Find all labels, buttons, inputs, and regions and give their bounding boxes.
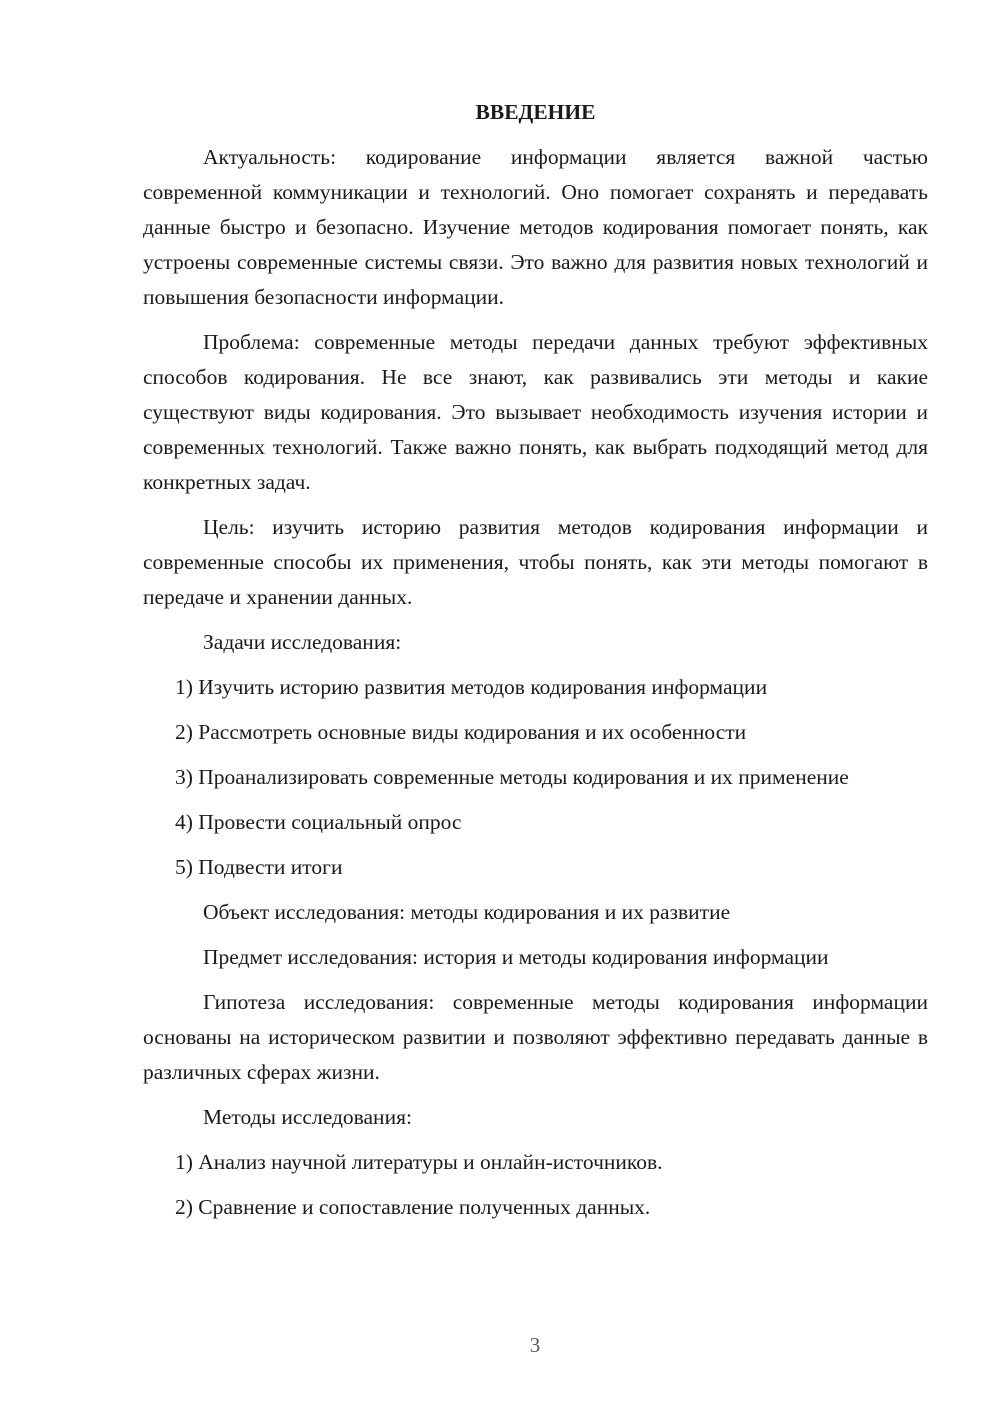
methods-heading: Методы исследования:: [203, 1105, 412, 1129]
method-item: 2) Сравнение и сопоставление полученных данных.: [175, 1195, 651, 1219]
tasks-heading: Задачи исследования:: [203, 630, 402, 654]
method-item: 1) Анализ научной литературы и онлайн-источников.: [175, 1150, 663, 1174]
hypothesis-paragraph: Гипотеза исследования: современные методы кодирования информации основаны на историческом развитии и позволяют эффективно передавать данные в различных сферах жизни.: [143, 990, 928, 1084]
section-title: ВВЕДЕНИЕ: [475, 100, 596, 124]
relevance-paragraph: Актуальность: кодирование информации является важной частью современной коммуникации и технологий. Оно помогает сохранять и передавать данные быстро и безопасно. Изучение методов кодирования помогает понять, как устроены современные системы связи. Это важно для развития новых технологий и повышения безопасности информации.: [143, 145, 928, 309]
task-item: 2) Рассмотреть основные виды кодирования и их особенности: [175, 720, 747, 744]
subject-paragraph: Предмет исследования: история и методы кодирования информации: [203, 945, 829, 969]
task-item: 1) Изучить историю развития методов кодирования информации: [175, 675, 768, 699]
page-content: [143, 95, 928, 1235]
page-number: 3: [529, 1333, 541, 1357]
object-paragraph: Объект исследования: методы кодирования и их развитие: [203, 900, 731, 924]
task-item: 3) Проанализировать современные методы кодирования и их применение: [175, 765, 849, 789]
task-item: 5) Подвести итоги: [175, 855, 343, 879]
task-item: 4) Провести социальный опрос: [175, 810, 462, 834]
problem-paragraph: Проблема: современные методы передачи данных требуют эффективных способов кодирования. Не все знают, как развивались эти методы и какие существуют виды кодирования. Это вызывает необходимость изучения истории и современных технологий. Также важно понять, как выбрать подходящий метод для конкретных задач.: [143, 330, 928, 494]
goal-paragraph: Цель: изучить историю развития методов кодирования информации и современные способы их применения, чтобы понять, как эти методы помогают в передаче и хранении данных.: [143, 515, 928, 609]
